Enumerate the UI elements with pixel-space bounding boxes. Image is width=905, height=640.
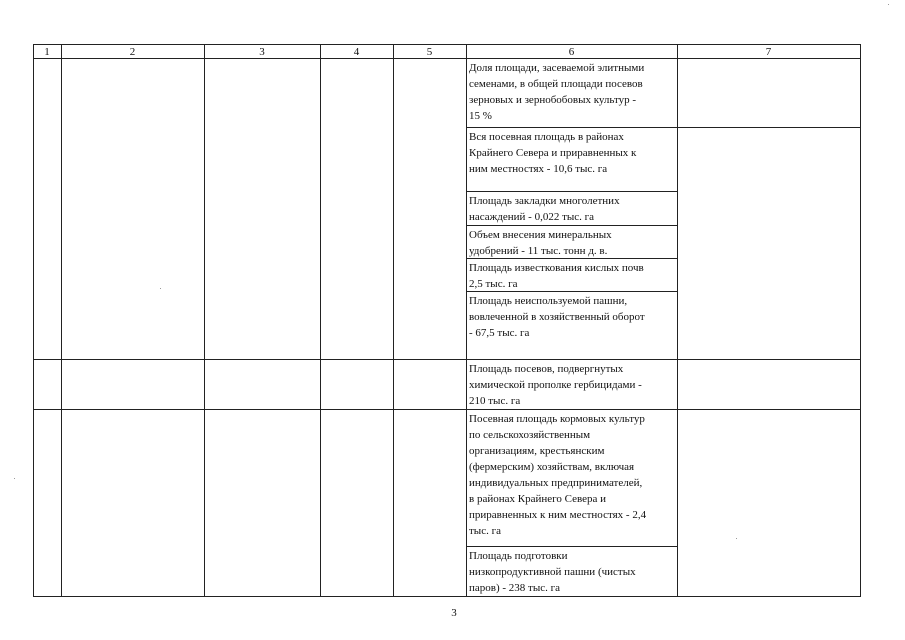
column-divider-2-3 bbox=[204, 44, 205, 597]
scan-speck bbox=[888, 4, 889, 5]
cell-divider bbox=[466, 225, 678, 226]
indicator-far-north-sown-area: Вся посевная площадь в районах Крайнего Севера и приравненных к ним местностях - 10,6 тыс. га bbox=[469, 131, 637, 175]
cell-divider bbox=[466, 191, 678, 192]
column-header-4: 4 bbox=[353, 46, 360, 58]
scan-speck bbox=[736, 538, 737, 539]
column-header-3: 3 bbox=[259, 46, 265, 58]
indicator-mineral-fertilizers: Объем внесения минеральных удобрений - 11 тыс. тонн д. в. bbox=[469, 229, 612, 257]
column-header-1: 1 bbox=[44, 46, 50, 58]
column-divider-1-2 bbox=[61, 44, 62, 597]
row-divider bbox=[33, 409, 861, 410]
indicator-elite-seeds-share: Доля площади, засеваемой элитными семенами, в общей площади посевов зерновых и зернобобовых культур - 15 % bbox=[469, 62, 645, 122]
scan-speck bbox=[14, 478, 15, 479]
column-header-5: 5 bbox=[426, 46, 433, 58]
column-header-7: 7 bbox=[765, 46, 772, 58]
page-number: 3 bbox=[451, 607, 457, 619]
column-divider-3-4 bbox=[320, 44, 321, 597]
cell-divider bbox=[466, 127, 861, 128]
indicator-perennial-plantings-area: Площадь закладки многолетних насаждений - 0,022 тыс. га bbox=[469, 195, 620, 223]
column-header-2: 2 bbox=[129, 46, 136, 58]
scan-speck bbox=[160, 288, 161, 289]
column-header-6: 6 bbox=[568, 46, 575, 58]
indicator-herbicide-weeding-area: Площадь посевов, подвергнутых химической прополке гербицидами - 210 тыс. га bbox=[469, 363, 642, 407]
table-border-left bbox=[33, 44, 34, 597]
indicator-unused-arable-land: Площадь неиспользуемой пашни, вовлеченной в хозяйственный оборот - 67,5 тыс. га bbox=[469, 295, 645, 339]
indicator-fodder-crops-area: Посевная площадь кормовых культур по сельскохозяйственным организациям, крестьянским (фермерским) хозяйствам, включая индивидуальных предпринимателей, в районах Крайнего Севера и приравненных к ним местностях - 2,4 тыс. га bbox=[469, 413, 647, 537]
table-border-bottom bbox=[33, 596, 861, 597]
row-divider bbox=[33, 359, 861, 360]
cell-divider bbox=[466, 546, 678, 547]
indicator-acid-soil-liming: Площадь известкования кислых почв 2,5 тыс. га bbox=[469, 262, 644, 290]
column-divider-4-5 bbox=[393, 44, 394, 597]
indicator-fallow-preparation-area: Площадь подготовки низкопродуктивной пашни (чистых паров) - 238 тыс. га bbox=[469, 550, 636, 594]
